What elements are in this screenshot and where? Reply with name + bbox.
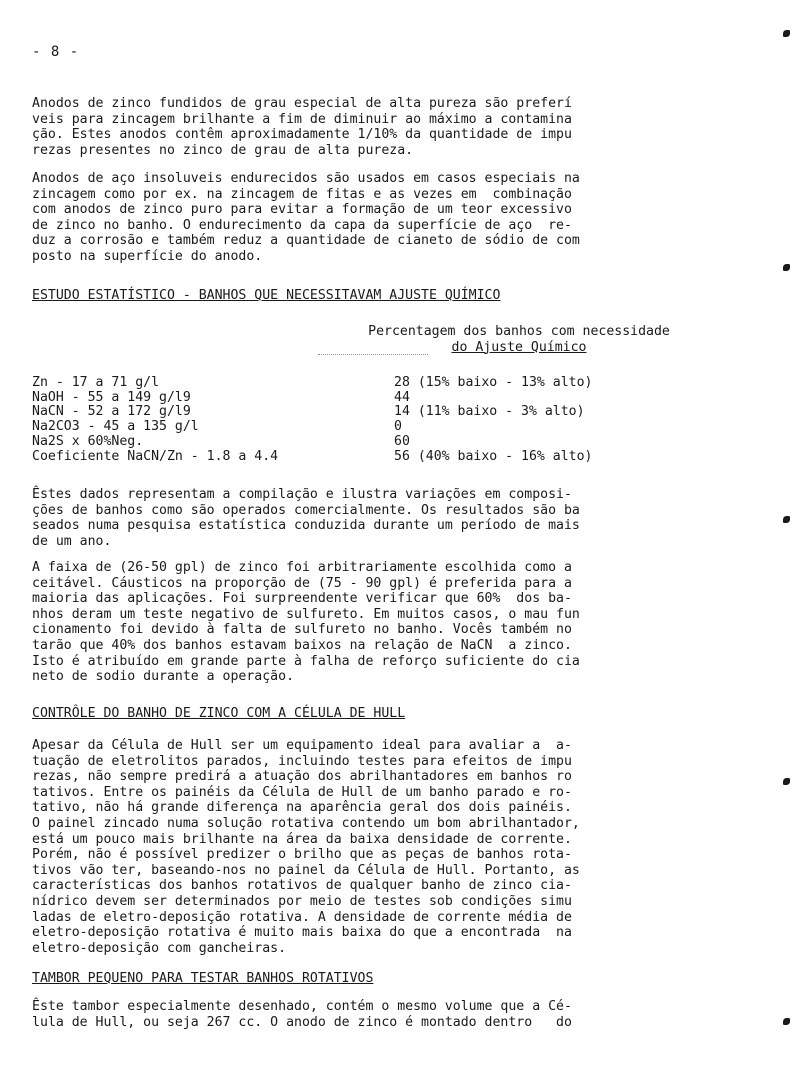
- text-line: Êstes dados representam a compilação e ilustra variações em composi-: [32, 487, 572, 502]
- text-line: tativos. Entre os painéis da Célula de Hull de um banho parado e ro-: [32, 784, 572, 800]
- text-line: zincagem como por ex. na zincagem de fitas e as vezes em combinação: [32, 186, 572, 202]
- text-line: Anodos de aço insoluveis endurecidos são usados em casos especiais na: [32, 171, 580, 186]
- text-line: A faixa de (26-50 gpl) de zinco foi arbitrariamente escolhida como a: [32, 560, 572, 575]
- text-line: de um ano.: [32, 533, 112, 549]
- text-line: tarão que 40% dos banhos estavam baixos na relação de NaCN a zinco.: [32, 637, 572, 653]
- text-line: Isto é atribuído em grande parte à falha de reforço suficiente do cia: [32, 653, 580, 669]
- row-value: 14 (11% baixo - 3% alto): [394, 404, 585, 420]
- paragraph-dados: [32, 487, 702, 549]
- scan-mark: [783, 30, 790, 37]
- text-line: nídrico devem ser determinados por meio de testes sob condições simu: [32, 893, 572, 909]
- table-header: [334, 324, 704, 355]
- text-line: ção. Estes anodos contêm aproximadamente 1/10% da quantidade de impu: [32, 127, 572, 143]
- table-row: [32, 391, 712, 406]
- text-line: eletro-deposição rotativa é muito mais baixa do que a encontrada na: [32, 925, 572, 941]
- table-row: [32, 405, 712, 420]
- text-line: Porém, não é possível predizer o brilho que as peças de banhos rota-: [32, 847, 572, 863]
- text-line: ções de banhos como são operados comercialmente. Os resultados são ba: [32, 502, 580, 518]
- row-label: NaOH - 55 a 149 g/l9: [32, 389, 191, 405]
- text-line: ceitável. Cáusticos na proporção de (75 - 90 gpl) é preferida para a: [32, 575, 572, 591]
- text-line: Anodos de zinco fundidos de grau especial de alta pureza são preferí: [32, 96, 572, 111]
- text-line: tativo, não há grande diferença na aparência geral dos dois painéis.: [32, 800, 572, 816]
- text-line: duz a corrosão e também reduz a quantidade de cianeto de sódio de com: [32, 233, 580, 249]
- paragraph-faixa-zinco: [32, 560, 702, 685]
- text-line: O painel zincado numa solução rotativa contendo um bom abrilhantador,: [32, 815, 580, 831]
- text-line: veis para zincagem brilhante a fim de diminuir ao máximo a contamina: [32, 111, 572, 127]
- text-line: cionamento foi devido à falta de sulfureto no banho. Vocês também no: [32, 622, 572, 638]
- section-heading-tambor-pequeno: TAMBOR PEQUENO PARA TESTAR BANHOS ROTATIVOS: [32, 971, 374, 986]
- row-label: Na2CO3 - 45 a 135 g/l: [32, 419, 199, 435]
- section-heading-estudo-estatistico: ESTUDO ESTATÍSTICO - BANHOS QUE NECESSITAVAM AJUSTE QUÍMICO: [32, 288, 501, 303]
- scan-mark: [783, 264, 790, 271]
- text-line: de zinco no banho. O endurecimento da capa da superfície de aço re-: [32, 217, 572, 233]
- text-line: Êste tambor especialmente desenhado, contém o mesmo volume que a Cé-: [32, 999, 572, 1014]
- row-label: Zn - 17 a 71 g/l: [32, 375, 160, 390]
- row-label: NaCN - 52 a 172 g/l9: [32, 404, 191, 420]
- text-line: eletro-deposição com gancheiras.: [32, 940, 287, 956]
- text-line: com anodos de zinco puro para evitar a formação de um teor excessivo: [32, 202, 572, 218]
- row-label: Coeficiente NaCN/Zn - 1.8 a 4.4: [32, 448, 279, 464]
- paragraph-tambor: [32, 999, 702, 1030]
- row-value: 44: [394, 389, 410, 405]
- statistics-table: [32, 376, 712, 464]
- table-row: [32, 450, 712, 465]
- text-line: tivos vão ter, baseando-nos no painel da Célula de Hull. Portanto, as: [32, 862, 580, 878]
- paragraph-anodos-aco: [32, 171, 702, 265]
- row-value: 60: [394, 433, 410, 449]
- row-value: 0: [394, 419, 402, 435]
- table-header-line: Percentagem dos banhos com necessidade: [368, 324, 670, 339]
- dotted-rule: [318, 354, 428, 355]
- text-line: rezas presentes no zinco de grau de alta pureza.: [32, 142, 414, 158]
- scan-mark: [783, 1018, 790, 1025]
- text-line: está um pouco mais brilhante na área da baixa densidade de corrente.: [32, 831, 572, 847]
- text-line: lula de Hull, ou seja 267 cc. O anodo de zinco é montado dentro do: [32, 1014, 572, 1030]
- text-line: rezas, não sempre predirá a atuação dos abrilhantadores em banhos ro: [32, 769, 572, 785]
- row-value: 28 (15% baixo - 13% alto): [394, 375, 593, 390]
- section-heading-controle-banho: CONTRÔLE DO BANHO DE ZINCO COM A CÉLULA DE HULL: [32, 706, 406, 721]
- row-value: 56 (40% baixo - 16% alto): [394, 448, 593, 464]
- text-line: ladas de eletro-deposição rotativa. A densidade de corrente média de: [32, 909, 572, 925]
- text-line: maioria das aplicações. Foi surpreendente verificar que 60% dos ba-: [32, 591, 572, 607]
- table-row: [32, 420, 712, 435]
- table-row: [32, 376, 712, 391]
- paragraph-anodos-zinco: [32, 96, 702, 158]
- page-number: - 8 -: [32, 44, 80, 60]
- scan-mark: [783, 516, 790, 523]
- table-header-line: do Ajuste Químico: [451, 339, 587, 355]
- text-line: neto de sodio durante a operação.: [32, 669, 295, 685]
- paragraph-celula-hull: [32, 738, 702, 956]
- scan-mark: [783, 778, 790, 785]
- table-row: [32, 435, 712, 450]
- text-line: seados numa pesquisa estatística conduzida durante um período de mais: [32, 518, 580, 534]
- text-line: Apesar da Célula de Hull ser um equipamento ideal para avaliar a a-: [32, 738, 572, 753]
- text-line: nhos deram um teste negativo de sulfureto. Em muitos casos, o mau fun: [32, 606, 580, 622]
- text-line: características dos banhos rotativos de qualquer banho de zinco cia-: [32, 878, 572, 894]
- row-label: Na2S x 60%Neg.: [32, 433, 144, 449]
- text-line: tuação de eletrolitos parados, incluindo testes para efeitos de impu: [32, 753, 572, 769]
- text-line: posto na superfície do anodo.: [32, 248, 263, 264]
